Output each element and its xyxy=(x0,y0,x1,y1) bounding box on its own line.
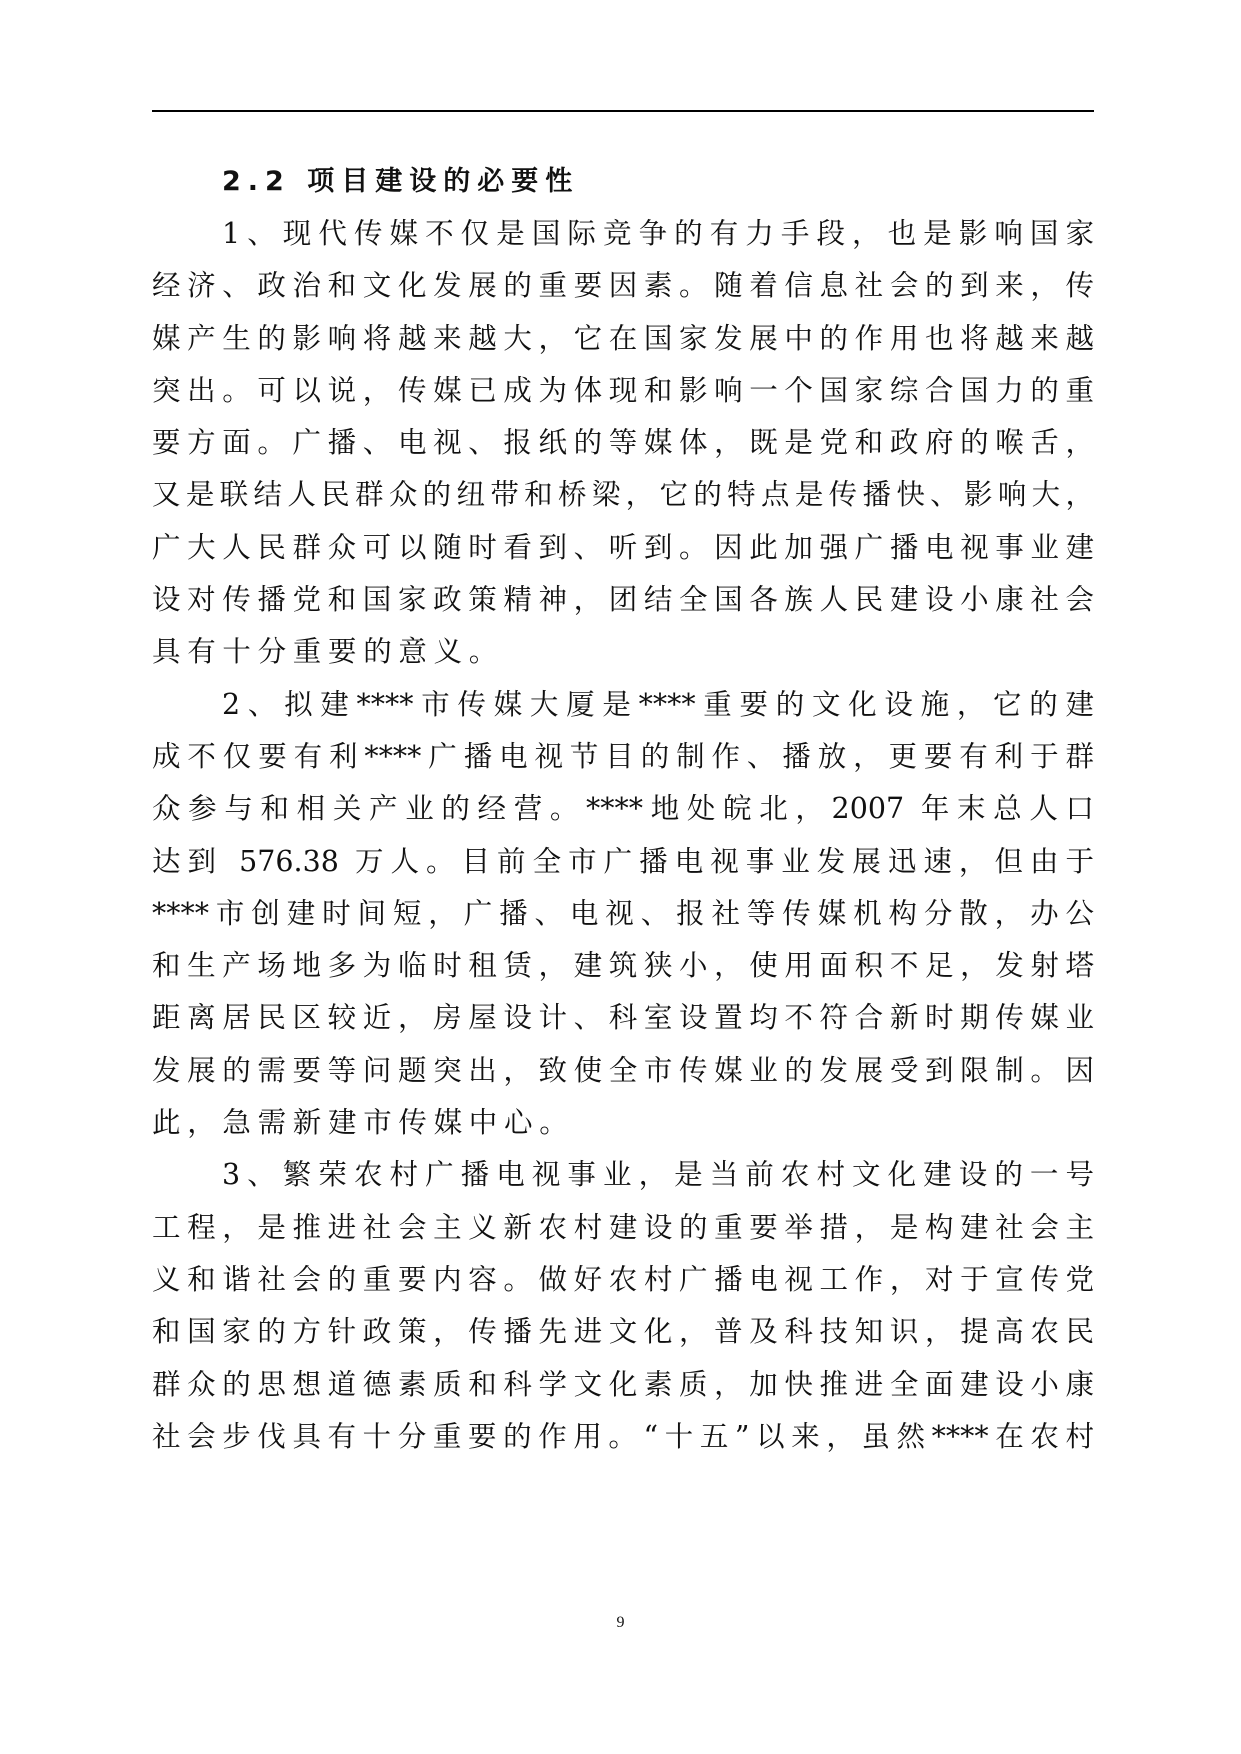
paragraph-line: 成不仅要有利****广播电视节目的制作、播放，更要有利于群 xyxy=(152,739,1094,773)
header-rule xyxy=(152,110,1094,112)
paragraph-line: 此，急需新建市传媒中心。 xyxy=(152,1106,575,1140)
paragraph-line: 发展的需要等问题突出，致使全市传媒业的发展受到限制。因 xyxy=(152,1053,1094,1087)
paragraph-line: ****市创建时间短，广播、电视、报社等传媒机构分散，办公 xyxy=(152,896,1094,930)
page-number: 9 xyxy=(616,1614,625,1631)
paragraph-line: 设对传播党和国家政策精神，团结全国各族人民建设小康社会 xyxy=(152,583,1094,617)
paragraph-line: 经济、政治和文化发展的重要因素。随着信息社会的到来，传 xyxy=(152,269,1094,303)
paragraph-line: 1、现代传媒不仅是国际竞争的有力手段，也是影响国家 xyxy=(222,217,1094,250)
paragraph-3 xyxy=(152,1149,1094,1463)
paragraph-line: 达到 576.38 万人。目前全市广播电视事业发展迅速，但由于 xyxy=(152,844,1094,878)
section-heading: 2.2 项目建设的必要性 xyxy=(222,166,580,197)
paragraph-2 xyxy=(152,679,1094,1150)
paragraph-line: 群众的思想道德素质和科学文化素质，加快推进全面建设小康 xyxy=(152,1367,1094,1401)
paragraph-line: 3、繁荣农村广播电视事业，是当前农村文化建设的一号 xyxy=(222,1158,1094,1192)
paragraph-line: 要方面。广播、电视、报纸的等媒体，既是党和政府的喉舌， xyxy=(152,426,1094,460)
paragraph-line: 众参与和相关产业的经营。****地处皖北，2007 年末总人口 xyxy=(152,792,1094,826)
paragraph-1 xyxy=(152,208,1094,679)
paragraph-line: 和生产场地多为临时租赁，建筑狭小，使用面积不足，发射塔 xyxy=(152,949,1094,983)
paragraph-line: 广大人民群众可以随时看到、听到。因此加强广播电视事业建 xyxy=(152,530,1094,564)
paragraph-line: 具有十分重要的意义。 xyxy=(152,635,505,669)
paragraph-line: 突出。可以说，传媒已成为体现和影响一个国家综合国力的重 xyxy=(152,373,1094,407)
paragraph-line: 2、拟建****市传媒大厦是****重要的文化设施，它的建 xyxy=(222,687,1094,721)
paragraph-line: 工程，是推进社会主义新农村建设的重要举措，是构建社会主 xyxy=(152,1210,1094,1244)
paragraph-line: 距离居民区较近，房屋设计、科室设置均不符合新时期传媒业 xyxy=(152,1001,1094,1035)
paragraph-line: 义和谐社会的重要内容。做好农村广播电视工作，对于宣传党 xyxy=(152,1262,1094,1296)
paragraph-line: 和国家的方针政策，传播先进文化，普及科技知识，提高农民 xyxy=(152,1315,1094,1349)
paragraph-line: 又是联结人民群众的纽带和桥梁，它的特点是传播快、影响大， xyxy=(152,478,1094,512)
document-body xyxy=(152,156,1094,1463)
paragraph-line: 媒产生的影响将越来越大，它在国家发展中的作用也将越来越 xyxy=(152,321,1094,355)
paragraph-line: 社会步伐具有十分重要的作用。“十五”以来，虽然****在农村 xyxy=(152,1419,1094,1453)
